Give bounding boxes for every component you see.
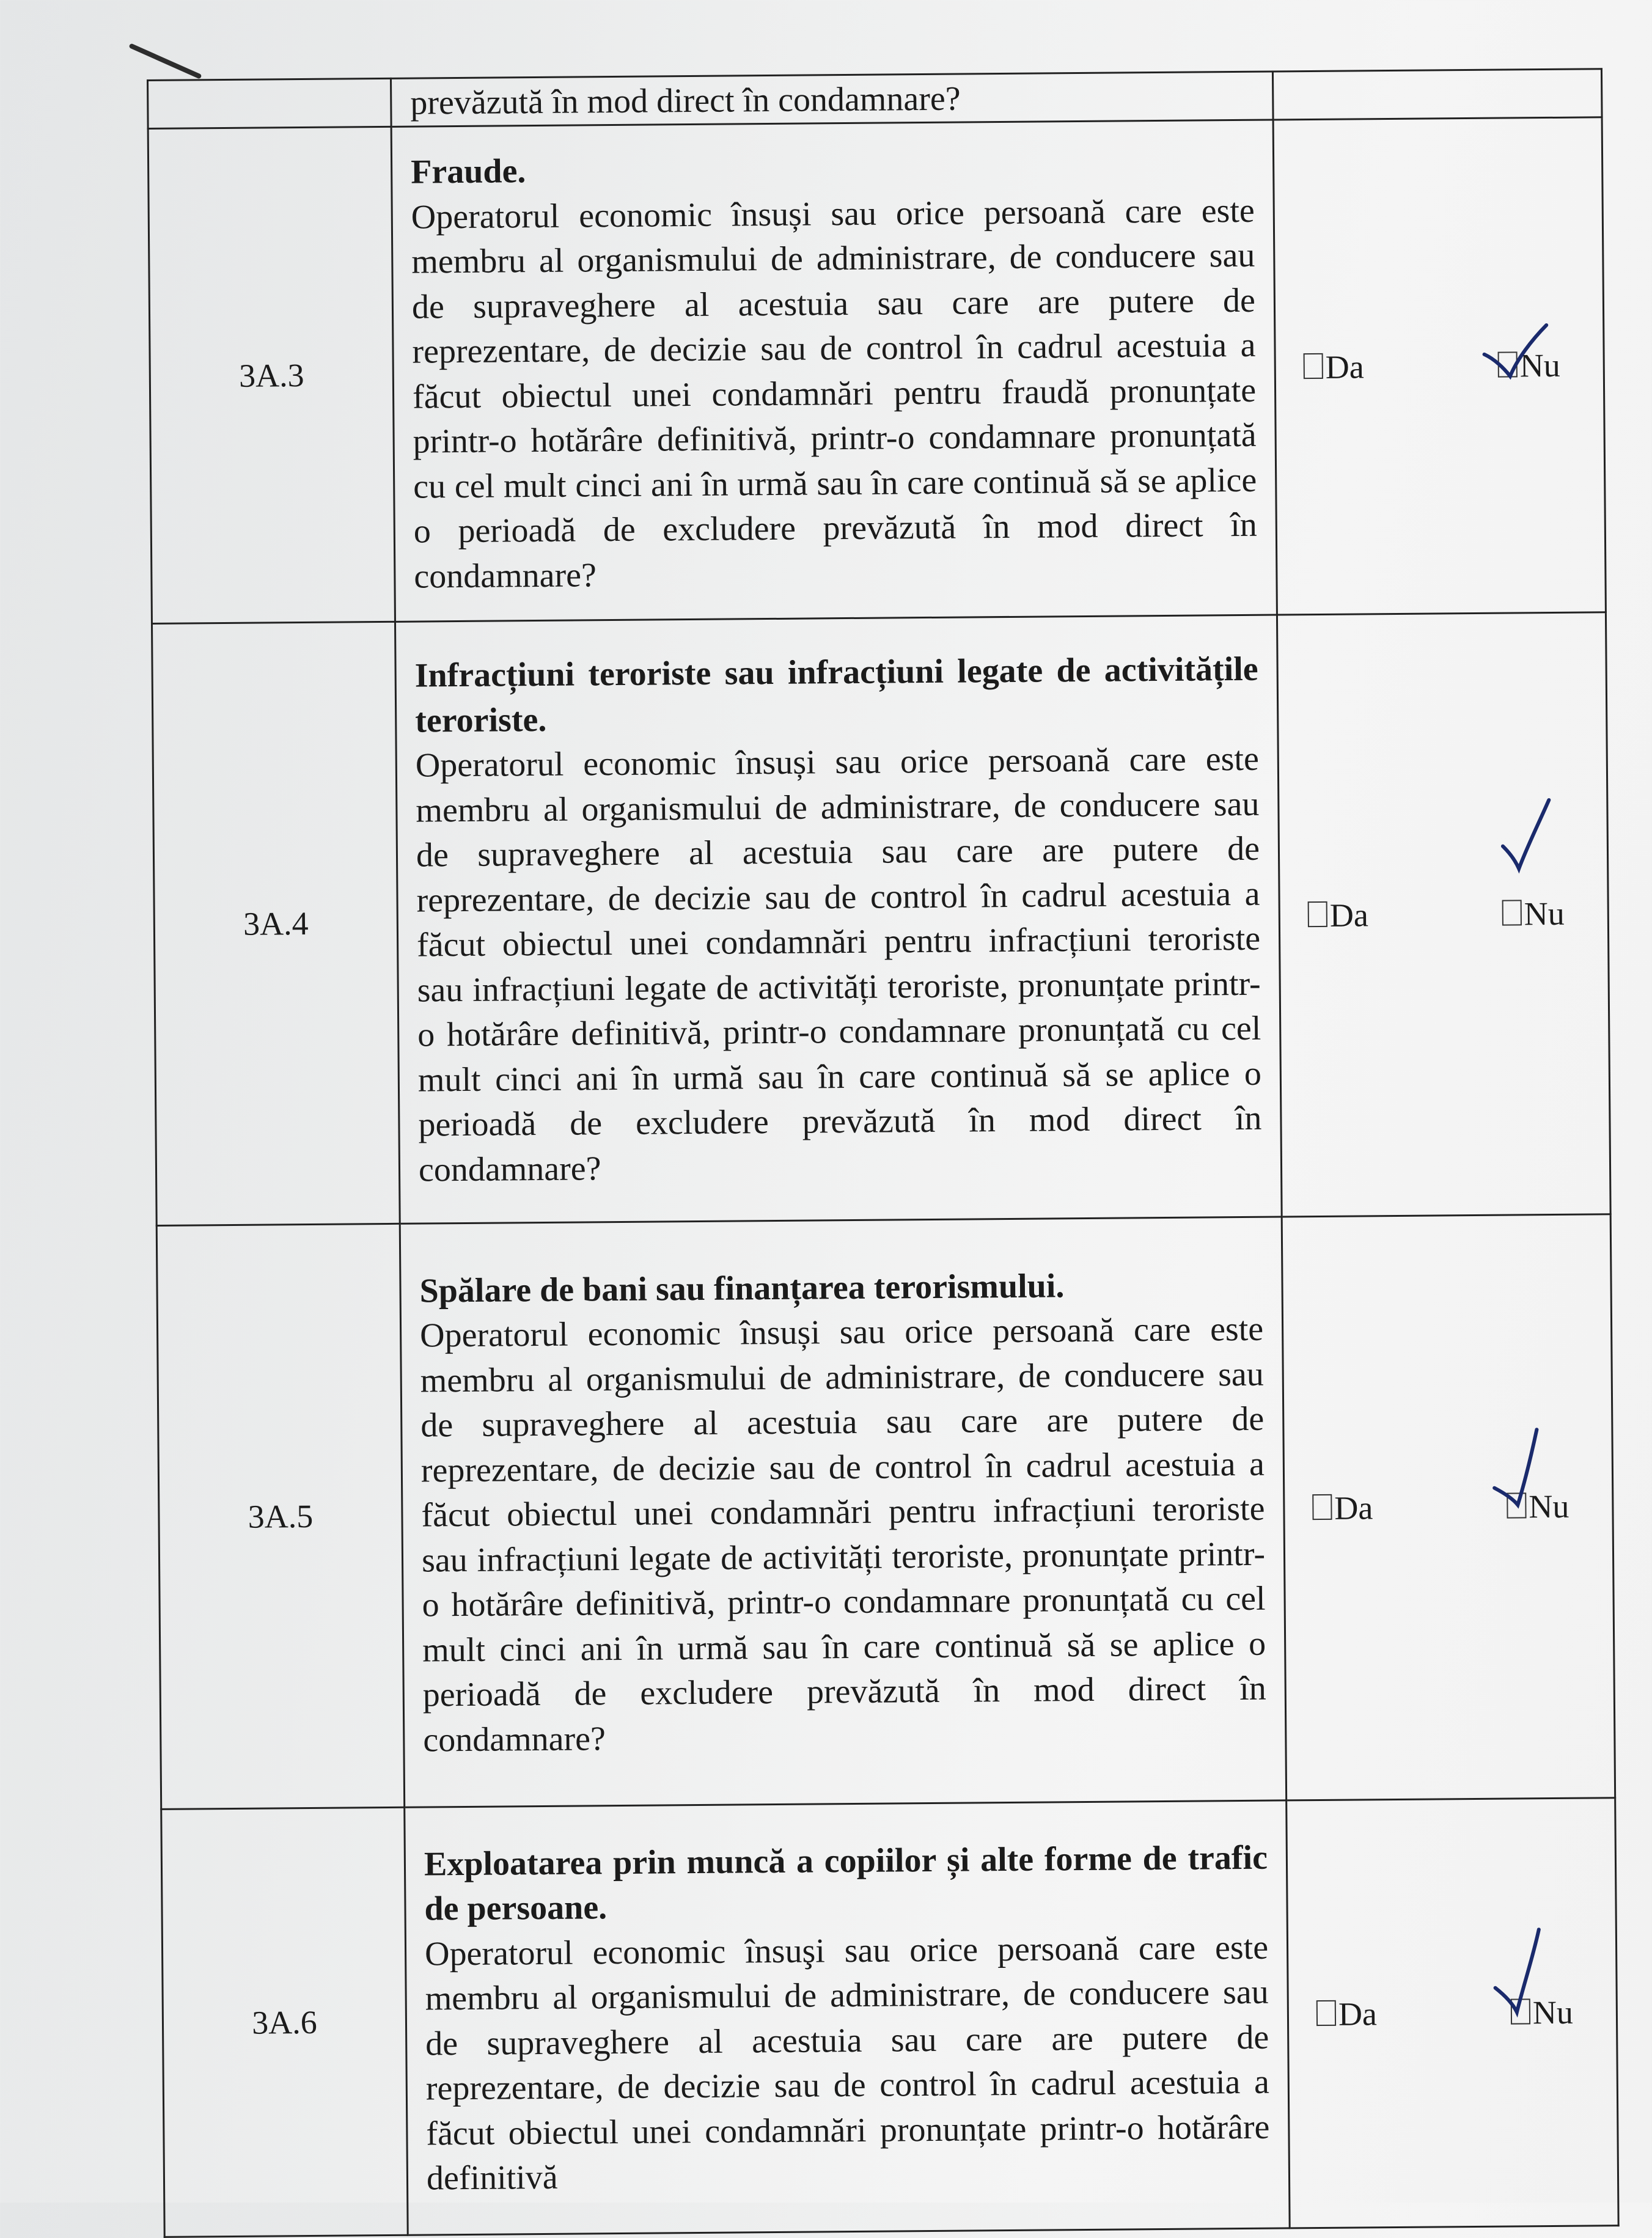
option-nu-label: Nu [1529,1488,1569,1525]
checkbox-nu[interactable] [1507,1492,1526,1518]
answer-options [1280,894,1607,934]
row-code: 3A.5 [156,1224,404,1809]
question-cell [395,615,1282,1224]
checkbox-nu[interactable] [1511,1998,1530,2024]
pen-stroke-mark [128,43,202,79]
question-cell [391,72,1273,127]
table-row [148,117,1606,624]
answer-cell [1273,117,1606,615]
question-cell [405,1800,1290,2235]
checkbox-nu[interactable] [1498,351,1518,377]
option-da-label: Da [1329,897,1369,934]
option-da-label: Da [1338,1995,1378,2033]
answer-cell [1287,1798,1618,2228]
answer-options [1276,346,1603,386]
checkbox-da[interactable] [1312,1494,1332,1520]
option-da-label: Da [1325,348,1364,386]
table-row [161,1798,1618,2237]
option-nu-label: Nu [1532,1994,1574,2031]
option-nu[interactable] [1511,1993,1573,2031]
code-cell-empty [148,78,392,128]
option-nu-label: Nu [1519,347,1560,384]
table-row [156,1214,1615,1810]
option-nu[interactable] [1498,346,1560,384]
question-title: Exploatarea prin muncă a copiilor și alte forme de trafic de persoane. [424,1838,1268,1928]
checkbox-da[interactable] [1308,901,1327,927]
form-sheet [147,68,1620,2238]
question-title: Fraude. [410,152,526,191]
question-tail-text: prevăzută în mod direct în condamnare? [410,79,961,122]
question-title: Spălare de bani sau finanțarea terorismului. [419,1267,1065,1310]
option-da[interactable] [1312,1489,1373,1527]
checkbox-da[interactable] [1316,2000,1336,2025]
question-body: Operatorul economic însuși sau orice persoană care este membru al organismului de administrare, de conducere sau de supraveghere al acestuia sau care are putere de reprezentare, de decizie sau de control în cadrul acestuia a făcut obiectul unei condamnări pentru fraudă pronunțate printr-o hotărâre definitivă, printr-o condamnare pronunțată cu cel mult cinci ani în urmă sau în care continuă să se aplice o perioadă de excludere prevăzută în mod direct în condamnare? [411,191,1258,596]
question-body: Operatorul economic însuși sau orice persoană care este membru al organismului de administrare, de conducere sau de supraveghere al acestuia sau care are putere de reprezentare, de decizie sau de control în cadrul acestuia a făcut obiectul unei condamnări pentru infracțiuni teroriste sau infracțiuni legate de activități teroriste, pronunțate printr-o hotărâre definitivă, printr-o condamnare pronunțată cu cel mult cinci ani în urmă sau în care continuă să se aplice o perioadă de excludere prevăzută în mod direct în condamnare? [419,1310,1266,1759]
row-code: 3A.4 [152,622,400,1225]
answer-options [1289,1993,1616,2033]
answer-cell-empty [1272,69,1602,120]
option-nu[interactable] [1502,895,1565,933]
answer-options [1285,1487,1612,1527]
row-code: 3A.3 [148,127,395,623]
checkmark-icon [1495,788,1581,880]
answer-cell [1277,612,1610,1217]
question-cell [391,120,1277,622]
question-title: Infracțiuni teroriste sau infracțiuni legate de activitățile teroriste. [414,650,1258,740]
question-body: Operatorul economic însuşi sau orice persoană care este membru al organismului de administrare, de conducere sau de supraveghere al acestuia sau care are putere de reprezentare, de decizie sau de control în cadrul acestuia a făcut obiectul unei condamnări pronunțate printr-o hotărâre definitivă [424,1928,1270,2198]
declaration-table [147,68,1620,2238]
answer-cell [1282,1214,1615,1800]
option-da[interactable] [1304,348,1364,386]
checkbox-da[interactable] [1304,353,1323,378]
question-cell [400,1217,1286,1807]
option-da[interactable] [1316,1995,1377,2033]
option-da-label: Da [1334,1489,1373,1527]
checkbox-nu[interactable] [1502,900,1522,925]
option-da[interactable] [1308,896,1368,934]
question-body: Operatorul economic însuși sau orice persoană care este membru al organismului de administrare, de conducere sau de supraveghere al acestuia sau care are putere de reprezentare, de decizie sau de control în cadrul acestuia a făcut obiectul unei condamnări pentru infracțiuni teroriste sau infracțiuni legate de activități teroriste, pronunțate printr-o hotărâre definitivă, printr-o condamnare pronunțată cu cel mult cinci ani în urmă sau în care continuă să se aplice o perioadă de excludere prevăzută în mod direct în condamnare? [415,739,1262,1189]
row-code: 3A.6 [161,1807,408,2237]
option-nu[interactable] [1507,1488,1569,1526]
table-row [152,612,1610,1226]
option-nu-label: Nu [1524,895,1565,933]
